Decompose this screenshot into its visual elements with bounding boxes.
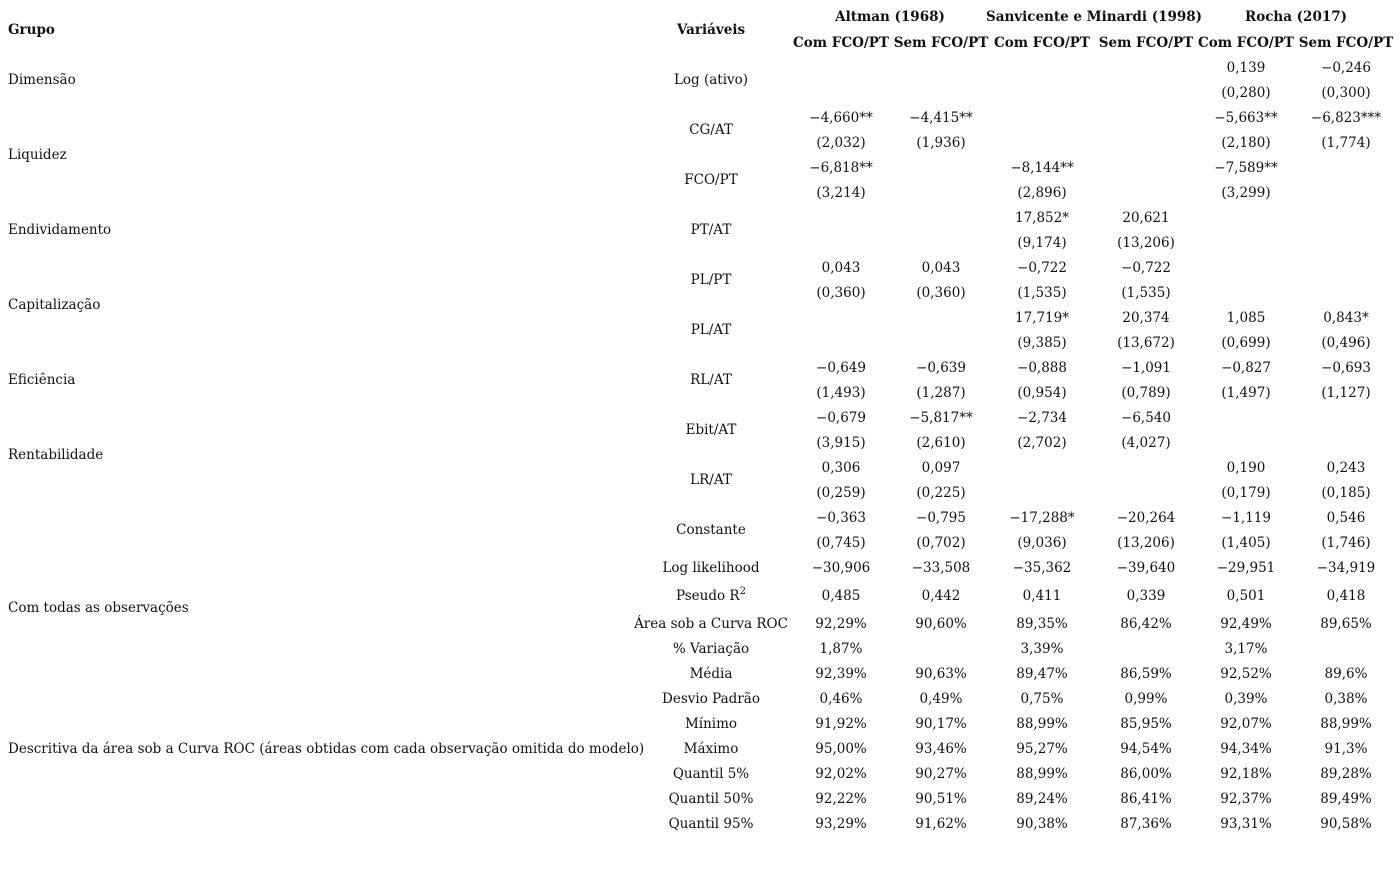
descriptive-value-cell: 88,99% — [1320, 716, 1372, 732]
se-cell: (1,493) — [816, 385, 866, 401]
coef-cell: −0,693 — [1321, 360, 1371, 376]
se-cell: (13,672) — [1117, 335, 1175, 351]
variable-label: LR/AT — [690, 472, 732, 488]
se-cell: (4,027) — [1121, 435, 1171, 451]
fit-value-cell: 90,60% — [915, 616, 967, 632]
group-capitalizacao: Capitalização — [8, 297, 101, 313]
coef-cell: 17,719* — [1015, 310, 1069, 326]
coef-cell: −1,091 — [1121, 360, 1171, 376]
header-subcol: Sem FCO/PT — [1098, 35, 1194, 51]
variable-label: FCO/PT — [684, 172, 738, 188]
se-cell: (1,535) — [1121, 285, 1171, 301]
coef-cell: −0,649 — [816, 360, 866, 376]
descriptive-value-cell: 89,24% — [1016, 791, 1068, 807]
se-cell: (0,496) — [1321, 335, 1371, 351]
descriptive-value-cell: 93,29% — [815, 816, 867, 832]
coef-cell: −0,827 — [1221, 360, 1271, 376]
descriptive-value-cell: 93,31% — [1220, 816, 1272, 832]
se-cell: (0,360) — [916, 285, 966, 301]
descriptive-value-cell: 87,36% — [1120, 816, 1172, 832]
fit-value-cell: −29,951 — [1216, 560, 1276, 576]
descriptive-value-cell: 94,34% — [1220, 741, 1272, 757]
descriptive-label: Quantil 5% — [672, 766, 750, 782]
descriptive-value-cell: 92,22% — [815, 791, 867, 807]
se-cell: (1,936) — [916, 135, 966, 151]
se-cell: (0,179) — [1221, 485, 1271, 501]
fit-value-cell: 0,442 — [921, 588, 961, 604]
group-dimensao: Dimensão — [8, 72, 76, 88]
se-cell: (9,036) — [1017, 535, 1067, 551]
descriptive-value-cell: 92,02% — [815, 766, 867, 782]
descriptive-value-cell: 89,28% — [1320, 766, 1372, 782]
se-cell: (13,206) — [1117, 535, 1175, 551]
se-cell: (1,127) — [1321, 385, 1371, 401]
coef-cell: 0,243 — [1326, 460, 1366, 476]
descriptive-value-cell: 94,54% — [1120, 741, 1172, 757]
coef-cell: 0,843* — [1323, 310, 1369, 326]
descriptive-value-cell: 0,99% — [1124, 691, 1168, 707]
se-cell: (0,360) — [816, 285, 866, 301]
coef-cell: −6,818** — [809, 160, 873, 176]
se-cell: (0,745) — [816, 535, 866, 551]
descriptive-label: Máximo — [683, 741, 739, 757]
fit-value-cell: −35,362 — [1012, 560, 1072, 576]
descriptive-value-cell: 92,07% — [1220, 716, 1272, 732]
descriptive-value-cell: 90,17% — [915, 716, 967, 732]
coef-cell: −0,639 — [916, 360, 966, 376]
coef-cell: 0,306 — [821, 460, 861, 476]
se-cell: (0,185) — [1321, 485, 1371, 501]
descriptive-value-cell: 0,49% — [919, 691, 963, 707]
descriptive-value-cell: 90,51% — [915, 791, 967, 807]
se-cell: (1,405) — [1221, 535, 1271, 551]
descriptive-value-cell: 91,3% — [1324, 741, 1368, 757]
se-cell: (2,610) — [916, 435, 966, 451]
se-cell: (3,915) — [816, 435, 866, 451]
coef-cell: −0,722 — [1017, 260, 1067, 276]
descriptive-value-cell: 92,39% — [815, 666, 867, 682]
group-endividamento: Endividamento — [8, 222, 112, 238]
fit-value-cell: −39,640 — [1116, 560, 1176, 576]
variable-label: PL/PT — [690, 272, 732, 288]
se-cell: (1,746) — [1321, 535, 1371, 551]
descriptive-value-cell: 91,92% — [815, 716, 867, 732]
row-label-pseudo-r2 — [676, 588, 746, 604]
descriptive-value-cell: 86,41% — [1120, 791, 1172, 807]
fit-value-cell: 1,87% — [819, 641, 863, 657]
descriptive-value-cell: 85,95% — [1120, 716, 1172, 732]
pseudo-r2-sup: 2 — [739, 586, 746, 597]
coef-cell: −0,888 — [1017, 360, 1067, 376]
fit-value-cell: 92,29% — [815, 616, 867, 632]
descriptive-value-cell: 90,63% — [915, 666, 967, 682]
descriptive-value-cell: 0,46% — [819, 691, 863, 707]
coef-cell: −0,722 — [1121, 260, 1171, 276]
fit-value-cell: 3,39% — [1020, 641, 1064, 657]
coef-cell: 0,043 — [921, 260, 961, 276]
group-eficiencia: Eficiência — [8, 372, 76, 388]
coef-cell: 0,097 — [921, 460, 961, 476]
descriptive-value-cell: 92,18% — [1220, 766, 1272, 782]
se-cell: (1,287) — [916, 385, 966, 401]
se-cell: (2,180) — [1221, 135, 1271, 151]
fit-value-cell: 3,17% — [1224, 641, 1268, 657]
se-cell: (3,214) — [816, 185, 866, 201]
header-subcol: Com FCO/PT — [1198, 35, 1294, 51]
coef-cell: 0,043 — [821, 260, 861, 276]
se-cell: (2,896) — [1017, 185, 1067, 201]
coef-cell: 0,546 — [1326, 510, 1366, 526]
group-liquidez: Liquidez — [8, 147, 67, 163]
row-label-roc: Área sob a Curva ROC — [634, 616, 788, 632]
coef-cell: −20,264 — [1116, 510, 1176, 526]
descriptive-value-cell: 89,49% — [1320, 791, 1372, 807]
fit-value-cell: 92,49% — [1220, 616, 1272, 632]
descriptive-value-cell: 86,59% — [1120, 666, 1172, 682]
descriptive-value-cell: 0,39% — [1224, 691, 1268, 707]
variable-label: Log (ativo) — [673, 72, 749, 88]
variable-label: Constante — [676, 522, 746, 538]
se-cell: (1,497) — [1221, 385, 1271, 401]
variable-label: Ebit/AT — [685, 422, 737, 438]
header-subcol: Sem FCO/PT — [1298, 35, 1394, 51]
variable-label: PL/AT — [690, 322, 732, 338]
header-model-sanvicente: Sanvicente e Minardi (1998) — [985, 9, 1203, 25]
group-todas-observacoes: Com todas as observações — [8, 600, 189, 616]
row-label-variacao: % Variação — [672, 641, 750, 657]
se-cell: (0,699) — [1221, 335, 1271, 351]
se-cell: (0,300) — [1321, 85, 1371, 101]
se-cell: (9,174) — [1017, 235, 1067, 251]
coef-cell: −0,795 — [916, 510, 966, 526]
fit-value-cell: 0,411 — [1022, 588, 1062, 604]
descriptive-value-cell: 0,75% — [1020, 691, 1064, 707]
coef-cell: −1,119 — [1221, 510, 1271, 526]
variable-label: RL/AT — [690, 372, 732, 388]
coef-cell: 1,085 — [1226, 310, 1266, 326]
descriptive-value-cell: 91,62% — [915, 816, 967, 832]
descriptive-value-cell: 88,99% — [1016, 716, 1068, 732]
coef-cell: −0,363 — [816, 510, 866, 526]
descriptive-label: Desvio Padrão — [662, 691, 760, 707]
fit-value-cell: 0,501 — [1226, 588, 1266, 604]
fit-value-cell: −33,508 — [911, 560, 971, 576]
fit-value-cell: 0,485 — [821, 588, 861, 604]
descriptive-label: Quantil 50% — [668, 791, 754, 807]
descriptive-label: Quantil 95% — [668, 816, 754, 832]
fit-value-cell: 0,418 — [1326, 588, 1366, 604]
descriptive-label: Média — [689, 666, 733, 682]
header-variables-label: Variáveis — [676, 22, 746, 38]
descriptive-value-cell: 90,38% — [1016, 816, 1068, 832]
descriptive-value-cell: 89,47% — [1016, 666, 1068, 682]
coef-cell: −6,823*** — [1310, 110, 1382, 126]
descriptive-value-cell: 92,52% — [1220, 666, 1272, 682]
se-cell: (0,259) — [816, 485, 866, 501]
se-cell: (0,702) — [916, 535, 966, 551]
se-cell: (13,206) — [1117, 235, 1175, 251]
fit-value-cell: 0,339 — [1126, 588, 1166, 604]
fit-value-cell: 89,35% — [1016, 616, 1068, 632]
header-subcol: Com FCO/PT — [994, 35, 1090, 51]
coef-cell: −6,540 — [1121, 410, 1171, 426]
row-label-loglik: Log likelihood — [662, 560, 760, 576]
variable-label: PT/AT — [690, 222, 732, 238]
se-cell: (2,702) — [1017, 435, 1067, 451]
pseudo-r2-text: Pseudo R — [676, 588, 740, 604]
coef-cell: 0,139 — [1226, 60, 1266, 76]
header-group-label: Grupo — [8, 22, 55, 38]
descriptive-value-cell: 90,27% — [915, 766, 967, 782]
coef-cell: −0,679 — [816, 410, 866, 426]
se-cell: (0,789) — [1121, 385, 1171, 401]
header-model-altman: Altman (1968) — [835, 9, 945, 25]
coef-cell: 20,374 — [1122, 310, 1170, 326]
descriptive-label: Mínimo — [684, 716, 738, 732]
descriptive-value-cell: 89,6% — [1324, 666, 1368, 682]
descriptive-value-cell: 95,27% — [1016, 741, 1068, 757]
coef-cell: −5,817** — [909, 410, 973, 426]
coef-cell: −0,246 — [1321, 60, 1371, 76]
se-cell: (9,385) — [1017, 335, 1067, 351]
se-cell: (2,032) — [816, 135, 866, 151]
coef-cell: 20,621 — [1122, 210, 1170, 226]
descriptive-value-cell: 95,00% — [815, 741, 867, 757]
coef-cell: −4,415** — [909, 110, 973, 126]
header-subcol: Sem FCO/PT — [893, 35, 989, 51]
coef-cell: −4,660** — [809, 110, 873, 126]
se-cell: (1,774) — [1321, 135, 1371, 151]
group-descritiva: Descritiva da área sob a Curva ROC (áreas obtidas com cada observação omitida do modelo) — [8, 741, 645, 757]
coef-cell: −8,144** — [1010, 160, 1074, 176]
descriptive-value-cell: 92,37% — [1220, 791, 1272, 807]
coef-cell: 0,190 — [1226, 460, 1266, 476]
fit-value-cell: 86,42% — [1120, 616, 1172, 632]
header-model-rocha: Rocha (2017) — [1244, 9, 1348, 25]
coef-cell: −17,288* — [1009, 510, 1075, 526]
descriptive-value-cell: 93,46% — [915, 741, 967, 757]
se-cell: (0,225) — [916, 485, 966, 501]
se-cell: (1,535) — [1017, 285, 1067, 301]
fit-value-cell: 89,65% — [1320, 616, 1372, 632]
descriptive-value-cell: 0,38% — [1324, 691, 1368, 707]
coef-cell: −2,734 — [1017, 410, 1067, 426]
coef-cell: −5,663** — [1214, 110, 1278, 126]
descriptive-value-cell: 88,99% — [1016, 766, 1068, 782]
coef-cell: 17,852* — [1015, 210, 1069, 226]
group-rentabilidade: Rentabilidade — [8, 447, 104, 463]
fit-value-cell: −34,919 — [1316, 560, 1376, 576]
descriptive-value-cell: 86,00% — [1120, 766, 1172, 782]
se-cell: (3,299) — [1221, 185, 1271, 201]
fit-value-cell: −30,906 — [811, 560, 871, 576]
descriptive-value-cell: 90,58% — [1320, 816, 1372, 832]
variable-label: CG/AT — [689, 122, 733, 138]
se-cell: (0,954) — [1017, 385, 1067, 401]
se-cell: (0,280) — [1221, 85, 1271, 101]
coef-cell: −7,589** — [1214, 160, 1278, 176]
header-subcol: Com FCO/PT — [793, 35, 889, 51]
